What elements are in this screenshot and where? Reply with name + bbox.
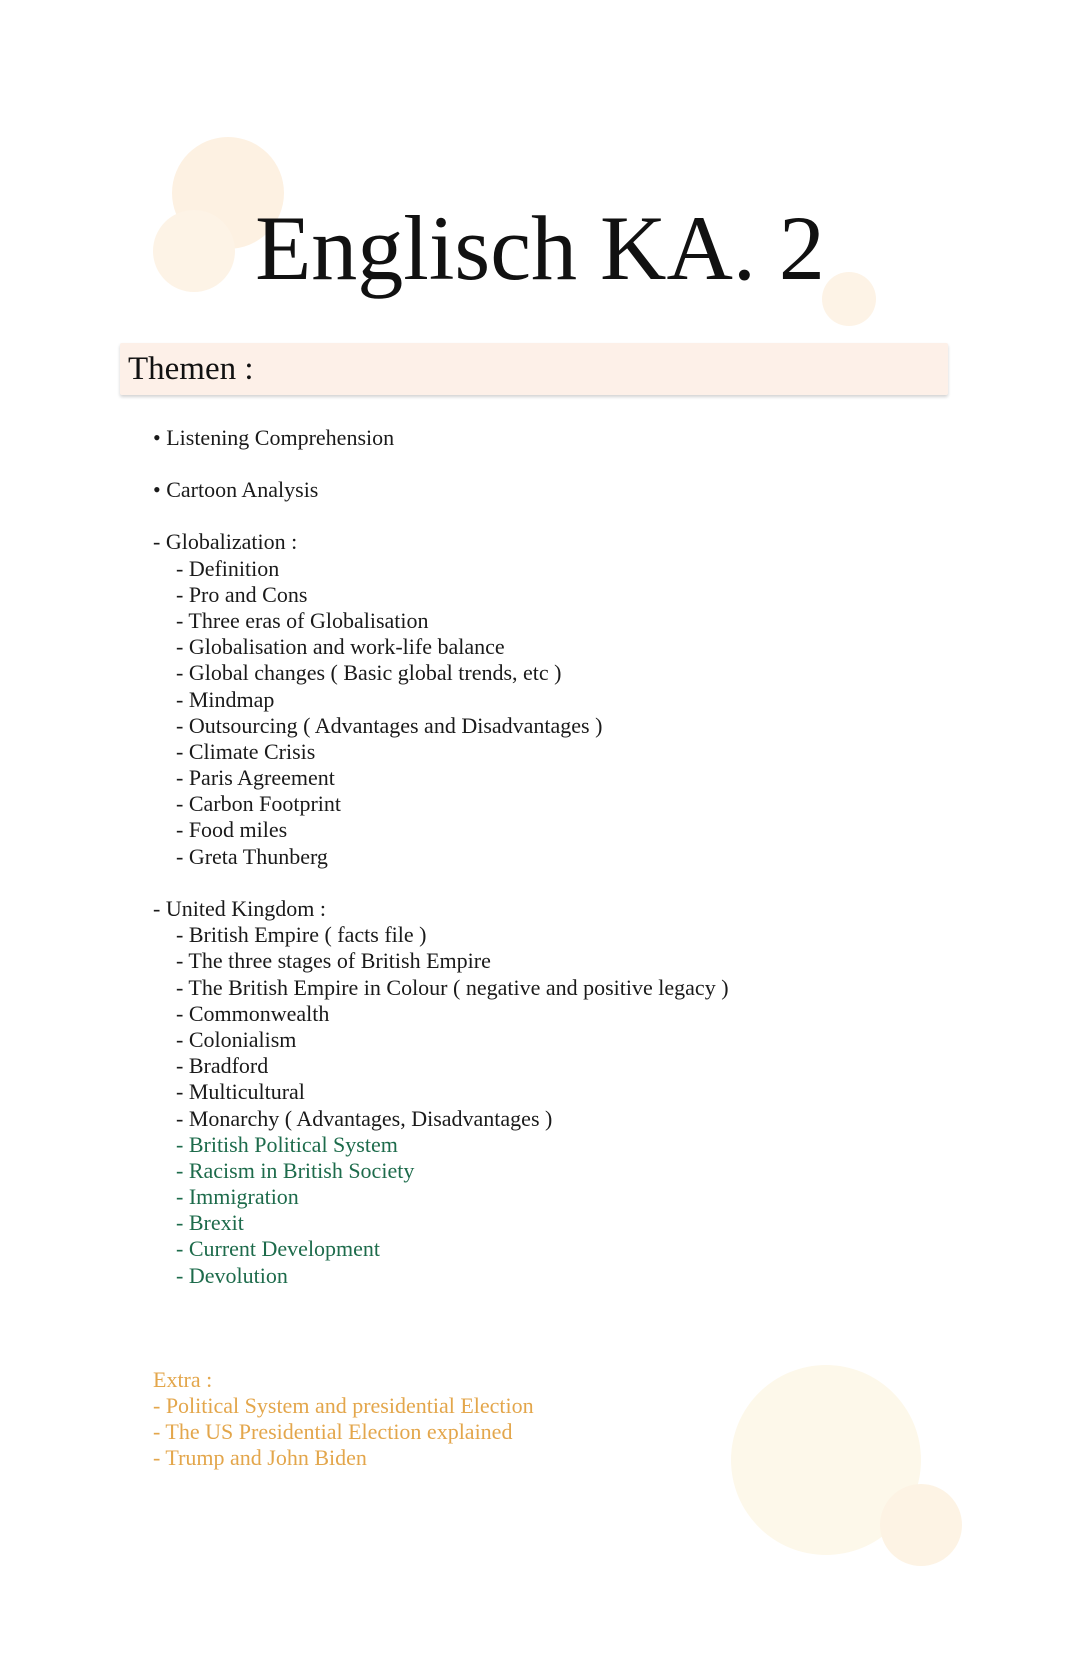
list-item-highlighted: - Immigration: [176, 1184, 299, 1210]
list-item: - Colonialism: [176, 1026, 297, 1052]
section-heading: Themen :: [128, 351, 254, 387]
globalization-heading: - Globalization :: [153, 529, 298, 555]
extra-item: - The US Presidential Election explained: [153, 1419, 513, 1445]
extra-item: - Political System and presidential Election: [153, 1393, 534, 1418]
list-item: - Global changes ( Basic global trends, etc ): [176, 660, 562, 686]
list-item: - Climate Crisis: [176, 738, 316, 764]
topic-list: [153, 425, 1013, 1472]
list-item: - Three eras of Globalisation: [176, 607, 429, 633]
list-item: - Carbon Footprint: [176, 791, 341, 817]
section-heading-bar: [120, 343, 948, 395]
list-item-highlighted: - Devolution: [176, 1262, 288, 1288]
list-item-highlighted: - Racism in British Society: [176, 1157, 415, 1183]
list-item: - Mindmap: [176, 686, 275, 712]
extra-heading: Extra :: [153, 1366, 213, 1392]
list-item: - Globalisation and work-life balance: [176, 634, 505, 660]
list-item-highlighted: - Brexit: [176, 1210, 244, 1236]
list-item: - Commonwealth: [176, 1000, 330, 1026]
list-item-highlighted: - Current Development: [176, 1236, 381, 1262]
decorative-circle: [880, 1484, 962, 1566]
list-item: - Pro and Cons: [176, 581, 308, 607]
list-item: - The British Empire in Colour ( negative and positive legacy ): [176, 974, 729, 1000]
list-item: - Paris Agreement: [176, 765, 335, 791]
page-title: Englisch KA. 2: [255, 197, 825, 299]
list-item: - British Empire ( facts file ): [176, 922, 427, 948]
bullet-item: • Listening Comprehension: [153, 425, 395, 450]
list-item: - The three stages of British Empire: [176, 948, 491, 974]
list-item: - Bradford: [176, 1053, 269, 1079]
list-item: - Definition: [176, 555, 280, 581]
list-item: - Food miles: [176, 817, 288, 843]
list-item: - Greta Thunberg: [176, 843, 328, 869]
list-item: - Multicultural: [176, 1079, 305, 1105]
united-kingdom-heading: - United Kingdom :: [153, 896, 326, 921]
list-item: - Monarchy ( Advantages, Disadvantages ): [176, 1105, 553, 1131]
list-item-highlighted: - British Political System: [176, 1131, 398, 1157]
bullet-item: • Cartoon Analysis: [153, 477, 319, 503]
extra-item: - Trump and John Biden: [153, 1445, 367, 1471]
list-item: - Outsourcing ( Advantages and Disadvantages ): [176, 712, 603, 738]
